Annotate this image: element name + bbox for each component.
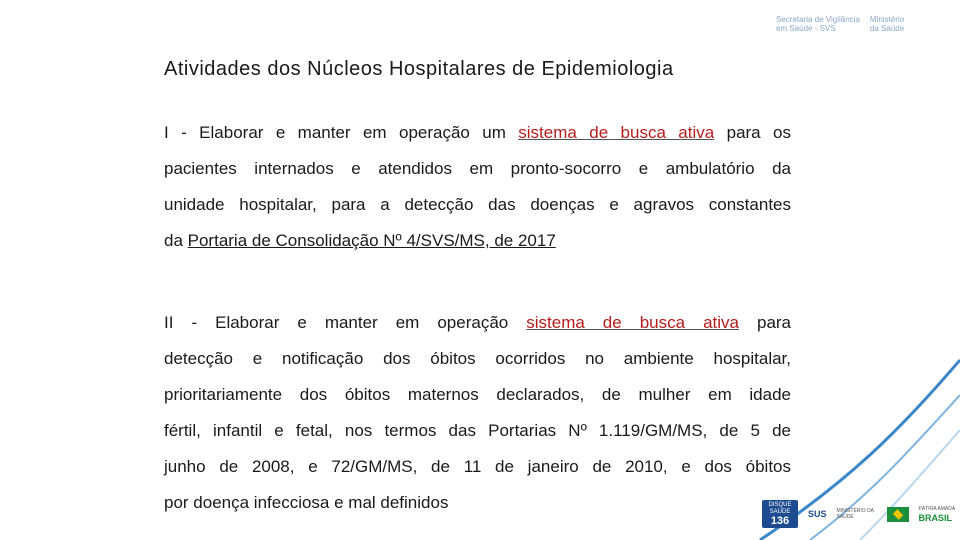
ministerio-saude-logo: MINISTÉRIO DA SAÚDE: [836, 508, 874, 520]
slide-title: Atividades dos Núcleos Hospitalares de Epidemiologia: [164, 58, 674, 80]
svs-logo: [776, 15, 860, 33]
paragraph-2-line-1: II - Elaborar e manter em operação sistema de busca ativa para: [164, 313, 792, 332]
paragraph-2: [164, 305, 791, 521]
governo-brasil-logo: PÁTRIA AMADA BRASIL: [918, 506, 956, 523]
paragraph-2-line-2: detecção e notificação dos óbitos ocorridos no ambiente hospitalar,: [164, 349, 791, 368]
paragraph-2-line-3: prioritariamente dos óbitos maternos declarados, de mulher em idade: [164, 385, 791, 404]
ms-logo-line1: Ministério: [869, 15, 905, 24]
ministerio-logo: [870, 15, 904, 33]
sus-logo: SUS: [808, 509, 827, 519]
highlight-busca-ativa-2: sistema de busca ativa: [526, 313, 739, 332]
footer-logos: [762, 500, 955, 528]
disque-saude-logo: DISQUE SAÚDE 136: [762, 500, 798, 528]
paragraph-1-line-2: pacientes internados e atendidos em pronto-socorro e ambulatório da: [164, 159, 791, 178]
header-logos: [776, 15, 904, 33]
svs-logo-line2: em Saúde - SVS: [776, 24, 836, 33]
brazil-flag-icon: [887, 507, 909, 522]
paragraph-1-line-1: I - Elaborar e manter em operação um sistema de busca ativa para os: [164, 123, 791, 142]
paragraph-1-line-3: unidade hospitalar, para a detecção das doenças e agravos constantes: [164, 195, 791, 214]
svs-logo-line1: Secretaria de Vigilância: [776, 15, 860, 24]
ms-logo-line2: da Saúde: [869, 24, 905, 33]
paragraph-1: [164, 115, 791, 259]
highlight-busca-ativa-1: sistema de busca ativa: [518, 123, 715, 142]
paragraph-2-line-6: por doença infecciosa e mal definidos: [164, 493, 449, 512]
paragraph-2-line-4: fértil, infantil e fetal, nos termos das Portarias Nº 1.119/GM/MS, de 5 de: [164, 421, 791, 440]
paragraph-2-line-5: junho de 2008, e 72/GM/MS, de 11 de janeiro de 2010, e dos óbitos: [164, 457, 791, 476]
paragraph-1-line-4: da Portaria de Consolidação Nº 4/SVS/MS, de 2017: [164, 231, 556, 250]
portaria-link[interactable]: Portaria de Consolidação Nº 4/SVS/MS, de 2017: [187, 231, 556, 250]
